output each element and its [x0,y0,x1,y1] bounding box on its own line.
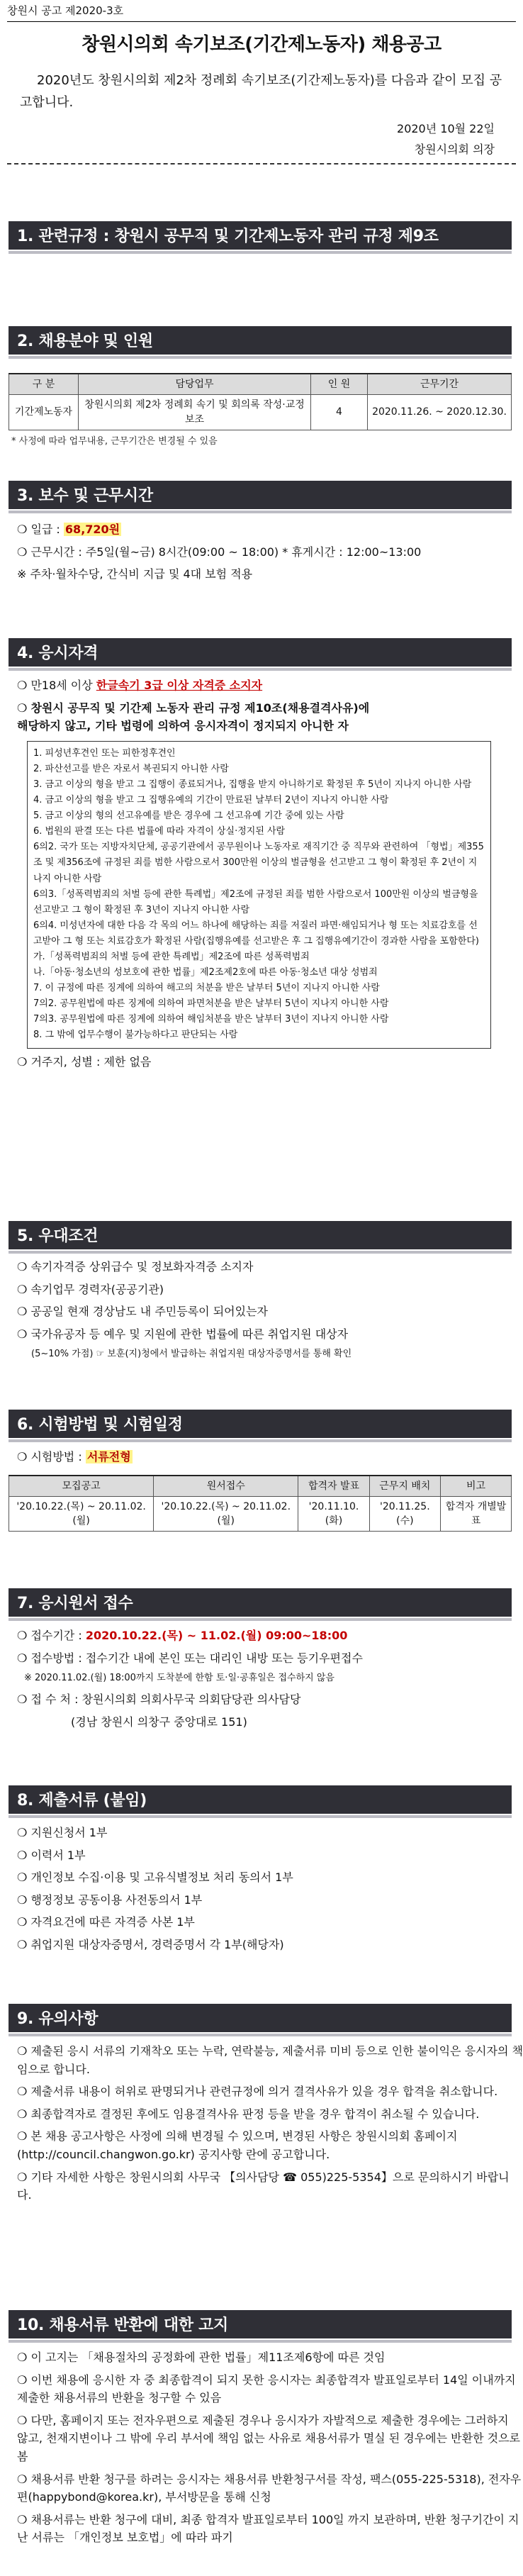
list-item: 6. 법원의 판결 또는 다른 법률에 따라 자격이 상실·정지된 사람 [33,826,286,837]
section-return [7,2310,523,2547]
table-cell: 4 [311,395,368,430]
method-label: 시험방법 : [30,1450,86,1463]
top-rule [7,21,516,22]
recruit-table [9,373,512,430]
apply-method-note: ※ 2020.11.02.(월) 18:00까지 도착분에 한함 토·일·공휴일은 접수하지 않음 [24,1673,334,1684]
apply-place: ❍ 접 수 처 : 창원시의회 의회사무국 의회담당관 의사담당 [17,1692,301,1706]
section-header: 7. 응시원서 접수 [9,1588,512,1617]
pref-text: 국가유공자 등 예우 및 지원에 관한 법률에 따른 취업지원 대상자 [30,1327,349,1341]
list-item: ❍ 다만, 홈페이지 또는 전자우편으로 제출된 경우나 응시자가 자발적으로 제출한 경우에는 그러하지 않고, 천재지변이나 그 밖에 우리 부서에 책임 없는 사유로 채용서류가 멸실 된 경우에는 반환한 것으로 봄 [17,2413,520,2463]
section-header: 1. 관련규정 : 창원시 공무직 및 기간제노동자 관리 규정 제9조 [9,221,512,250]
table-cell: '20.10.22.(목) ~ 20.11.02.(월) [9,1496,154,1532]
period-label: 접수기간 : [30,1629,86,1642]
wage-value: 68,720원 [64,523,120,536]
list-item: 1. 피성년후견인 또는 피한정후견인 [33,747,176,759]
disqualification-box [27,741,491,1049]
table-cell: 기간제노동자 [9,395,79,430]
pref-note: (5~10% 가점) ☞ 보훈(지)청에서 발급하는 취업지원 대상자증명서를 통해 확인 [31,1349,352,1360]
list-item: 2. 파산선고를 받은 자로서 복권되지 아니한 사람 [33,763,229,774]
list-item: ❍ 기타 자세한 사항은 창원시의회 사무국 【의사담당 ☎ 055)225-5354】으로 문의하시기 바랍니다. [17,2170,510,2202]
list-item: ❍ 지원신청서 1부 [17,1826,108,1839]
return-text: 채용서류는 반환 청구에 대비, 최종 합격자 발표일로부터 100일 까지 보관하며, 반환 청구기간이 지난 서류는 「개인정보 보호법」에 따라 파기 [17,2512,519,2545]
doc-text: 취업지원 대상자증명서, 경력증명서 각 1부(해당자) [30,1937,284,1951]
col-header: 원서접수 [154,1476,298,1497]
section-exam [7,1410,512,1532]
list-item: 7의3. 공무원법에 따른 징계에 의하여 해임처분을 받은 날부터 3년이 지나지 아니한 사람 [33,1014,389,1025]
pref-text: 속기업무 경력자(공공기관) [30,1282,164,1296]
return-text: 이 고지는 「채용절차의 공정화에 관한 법률」제11조제6항에 따른 것임 [30,2351,386,2364]
col-header: 합격자 발표 [298,1476,369,1497]
list-item: 6의2. 국가 또는 지방자치단체, 공공기관에서 공무원이나 노동자로 재직기간 중 직무와 관련하여 「형법」제355조 및 제356조에 규정된 죄를 범한 사람으로서 300만원 이상의 벌금형을 선고받고 그 형이 확정된 후 2년이 지나지 아니한 사람 [33,842,484,884]
list-item: 8. 그 밖에 업무수행이 불가능하다고 판단되는 사람 [33,1030,238,1041]
list-item: ❍ 제출서류 내용이 허위로 판명되거나 관련규정에 의거 결격사유가 있을 경우 합격을 취소합니다. [17,2085,498,2099]
exam-method: ❍ 시험방법 : 서류전형 [17,1450,131,1463]
col-header: 구 분 [9,374,79,395]
list-item: ❍ 최종합격자로 결정된 후에도 임용결격사유 판정 등을 받을 경우 합격이 취소될 수 있습니다. [17,2107,480,2121]
list-item: 6의4. 미성년자에 대한 다음 각 목의 어느 하나에 해당하는 죄를 저질러 파면·해임되거나 형 또는 치료감호를 선고받아 그 형 또는 치료감호가 확정된 사람(집행유예를 선고받은 후 그 집행유예기간이 경과한 사람을 포함한다) [33,920,479,947]
apply-method: ❍ 접수방법 : 접수기간 내에 본인 또는 대리인 내방 또는 등기우편접수 [17,1651,363,1665]
list-item: ❍ 제출된 응시 서류의 기재착오 또는 누락, 연락불능, 제출서류 미비 등으로 인한 불이익은 응시자의 책임으로 합니다. [17,2044,523,2076]
list-item: ❍ 속기자격증 상위급수 및 정보화자격증 소지자 [17,1260,254,1273]
qual-license: 한글속기 3급 이상 자격증 소지자 [96,679,263,692]
qual-age-text: 만18세 이상 [30,679,96,692]
pref-text: 속기자격증 상위급수 및 정보화자격증 소지자 [30,1260,254,1273]
return-text: 채용서류 반환 청구를 하려는 응시자는 채용서류 반환청구서를 작성, 팩스(055-225-5318), 전자우편(happybond@korea.kr), 부서방문을 통해 신청 [17,2472,522,2504]
section-pay [7,481,512,584]
hours-text: 근무시간 : 주5일(월~금) 8시간(09:00 ~ 18:00) * 휴게시간 : 12:00~13:00 [30,545,422,559]
caution-text: 본 채용 공고사항은 사정에 의해 변경될 수 있으며, 변경된 사항은 창원시의회 홈페이지(http://council.changwon.go.kr) 공지사항 란에 공고합니다. [17,2129,458,2161]
pay-extra: ※ 주차·월차수당, 간식비 지급 및 4대 보험 적용 [17,567,253,581]
table-cell: '20.11.25.(수) [369,1496,440,1532]
section-caution [7,2004,523,2204]
list-item: ❍ 자격요건에 따른 자격증 사본 1부 [17,1915,195,1929]
return-text: 이번 채용에 응시한 자 중 최종합격이 되지 못한 응시자는 최종합격자 발표일로부터 14일 이내까지 제출한 채용서류의 반환을 청구할 수 있음 [17,2373,516,2405]
list-item: ❍ 국가유공자 등 예우 및 지원에 관한 법률에 따른 취업지원 대상자 [17,1327,349,1341]
doc-text: 이력서 1부 [30,1848,86,1862]
list-item: ❍ 취업지원 대상자증명서, 경력증명서 각 1부(해당자) [17,1937,284,1951]
list-item: ❍ 채용서류는 반환 청구에 대비, 최종 합격자 발표일로부터 100일 까지 보관하며, 반환 청구기간이 지난 서류는 「개인정보 보호법」에 따라 파기 [17,2512,519,2545]
list-item: ❍ 공공일 현재 경상남도 내 주민등록이 되어있는자 [17,1305,268,1319]
table-row [9,1496,512,1532]
list-item: ❍ 채용서류 반환 청구를 하려는 응시자는 채용서류 반환청구서를 작성, 팩스(055-225-5318), 전자우편(happybond@korea.kr), 부서방문을 통해 신청 [17,2472,522,2504]
wage-label: 일급 : [30,523,64,536]
list-item: 7의2. 공무원법에 따른 징계에 의하여 파면처분을 받은 날부터 5년이 지나지 아니한 사람 [33,998,389,1010]
list-item: 7. 이 규정에 따른 징계에 의하여 해고의 처분을 받은 날부터 5년이 지나지 아니한 사람 [33,983,380,994]
col-header: 모집공고 [9,1476,154,1497]
document-number: 창원시 공고 제2020-3호 [7,4,124,17]
list-item: 가.「성폭력범죄의 처벌 등에 관한 특례법」제2조에 따른 성폭력범죄 [33,952,310,962]
signer: 창원시의회 의장 [414,143,495,157]
section-header: 10. 채용서류 반환에 대한 고지 [9,2310,512,2338]
recruit-note: * 사정에 따라 업무내용, 근무기간은 변경될 수 있음 [11,435,218,447]
apply-period: ❍ 접수기간 : 2020.10.22.(목) ~ 11.02.(월) 09:00~18:00 [17,1629,348,1642]
table-cell: '20.10.22.(목) ~ 20.11.02.(월) [154,1496,298,1532]
section-header: 6. 시험방법 및 시험일정 [9,1410,512,1438]
table-cell: '20.11.10.(화) [298,1496,369,1532]
list-item: 나.「아동·청소년의 성보호에 관한 법률」제2조제2호에 따른 아동·청소년 대상 성범죄 [33,967,378,978]
col-header: 담당업무 [79,374,311,395]
return-text: 다만, 홈페이지 또는 전자우편으로 제출된 경우나 응시자가 자발적으로 제출한 경우에는 그러하지 않고, 천재지변이나 그 밖에 우리 부서에 책임 없는 사유로 채용서류가 멸실 된 경우에는 반환한 것으로 봄 [17,2413,520,2463]
exam-schedule-table [9,1475,512,1532]
pay-wage: ❍ 일급 : 68,720원 [17,523,120,536]
qual-residence: ❍ 거주지, 성별 : 제한 없음 [17,1054,152,1069]
qual-regulation: ❍ 창원시 공무직 및 기간제 노동자 관리 규정 제10조(채용결격사유)에 해당하지 않고, 기타 법령에 의하여 응시자격이 정지되지 아니한 자 [17,701,370,733]
list-item: ❍ 본 채용 공고사항은 사정에 의해 변경될 수 있으며, 변경된 사항은 창원시의회 홈페이지(http://council.changwon.go.kr) 공지사항 란에 공고합니다. [17,2129,458,2161]
method-text: 접수방법 : 접수기간 내에 본인 또는 대리인 내방 또는 등기우편접수 [30,1651,363,1665]
col-header: 근무기간 [368,374,512,395]
section-header: 4. 응시자격 [9,638,512,667]
list-item: 5. 금고 이상의 형의 선고유예를 받은 경우에 그 선고유예 기간 중에 있는 사람 [33,810,344,822]
qual-reg-line1: 창원시 공무직 및 기간제 노동자 관리 규정 제10조(채용결격사유)에 [30,701,370,715]
section-documents [7,1785,512,1954]
section-header: 3. 보수 및 근무시간 [9,481,512,509]
section-header: 9. 유의사항 [9,2004,512,2032]
section-header: 5. 우대조건 [9,1221,512,1249]
apply-address: (경남 창원시 의창구 중앙대로 151) [71,1714,247,1729]
list-item: ❍ 개인정보 수집·이용 및 고유식별정보 처리 동의서 1부 [17,1870,293,1885]
intro-text: 2020년도 창원시의회 제2차 정례회 속기보조(기간제노동자)를 다음과 같이 모집 공고합니다. [20,73,502,110]
list-item: ❍ 이번 채용에 응시한 자 중 최종합격이 되지 못한 응시자는 최종합격자 발표일로부터 14일 이내까지 제출한 채용서류의 반환을 청구할 수 있음 [17,2373,516,2405]
qual-residence-text: 거주지, 성별 : 제한 없음 [30,1054,152,1069]
doc-text: 행정정보 공동이용 사전동의서 1부 [30,1892,203,1907]
qual-age: ❍ 만18세 이상 한글속기 3급 이상 자격증 소지자 [17,679,263,692]
qual-reg-line2: 해당하지 않고, 기타 법령에 의하여 응시자격이 정지되지 아니한 자 [17,719,349,733]
section-regulation [7,221,512,250]
table-row [9,395,512,430]
list-item: 4. 금고 이상의 형을 받고 그 집행유예의 기간이 만료된 날부터 2년이 지나지 아니한 사람 [33,795,389,806]
table-cell: 창원시의회 제2차 정례회 속기 및 회의록 작성·교정 보조 [79,395,311,430]
section-qualification [7,638,512,1071]
list-item: 3. 금고 이상의 형을 받고 그 집행이 종료되거나, 집행을 받지 아니하기로 확정된 후 5년이 지나지 아니한 사람 [33,779,472,790]
list-item: ❍ 이 고지는 「채용절차의 공정화에 관한 법률」제11조제6항에 따른 것임 [17,2351,386,2364]
col-header: 인 원 [311,374,368,395]
section-header: 2. 채용분야 및 인원 [9,326,512,355]
section-recruit [7,326,512,449]
method-value: 서류전형 [86,1450,131,1463]
divider [7,163,516,165]
list-item: ❍ 이력서 1부 [17,1848,86,1862]
list-item: ❍ 행정정보 공동이용 사전동의서 1부 [17,1892,203,1907]
caution-text: 기타 자세한 사항은 창원시의회 사무국 【의사담당 ☎ 055)225-5354】으로 문의하시기 바랍니다. [17,2170,510,2202]
pref-text: 공공일 현재 경상남도 내 주민등록이 되어있는자 [30,1305,268,1319]
doc-text: 개인정보 수집·이용 및 고유식별정보 처리 동의서 1부 [30,1870,293,1885]
section-preference [7,1221,512,1362]
place-text: 접 수 처 : 창원시의회 의회사무국 의회담당관 의사담당 [30,1692,301,1706]
caution-text: 제출된 응시 서류의 기재착오 또는 누락, 연락불능, 제출서류 미비 등으로 인한 불이익은 응시자의 책임으로 합니다. [17,2044,523,2076]
pay-hours: ❍ 근무시간 : 주5일(월~금) 8시간(09:00 ~ 18:00) * 휴게시간 : 12:00~13:00 [17,545,422,559]
col-header: 비고 [441,1476,512,1497]
col-header: 근무지 배치 [369,1476,440,1497]
list-item: ❍ 속기업무 경력자(공공기관) [17,1282,164,1296]
list-item: 6의3.「성폭력범죄의 처벌 등에 관한 특례법」제2조에 규정된 죄를 범한 사람으로서 100만원 이상의 벌금형을 선고받고 그 형이 확정된 후 3년이 지나지 아니한 사람 [33,888,478,915]
section-header: 8. 제출서류 (붙임) [9,1785,512,1814]
page-title: 창원시의회 속기보조(기간제노동자) 채용공고 [81,34,442,55]
table-cell: 2020.11.26. ~ 2020.12.30. [368,395,512,430]
section-application [7,1588,512,1731]
announcement-date: 2020년 10월 22일 [397,122,495,136]
doc-text: 지원신청서 1부 [30,1826,108,1839]
caution-text: 제출서류 내용이 허위로 판명되거나 관련규정에 의거 결격사유가 있을 경우 합격을 취소합니다. [30,2085,498,2099]
caution-text: 최종합격자로 결정된 후에도 임용결격사유 판정 등을 받을 경우 합격이 취소될 수 있습니다. [30,2107,480,2121]
doc-text: 자격요건에 따른 자격증 사본 1부 [30,1915,195,1929]
period-value: 2020.10.22.(목) ~ 11.02.(월) 09:00~18:00 [85,1629,348,1642]
table-cell: 합격자 개별발표 [441,1496,512,1532]
